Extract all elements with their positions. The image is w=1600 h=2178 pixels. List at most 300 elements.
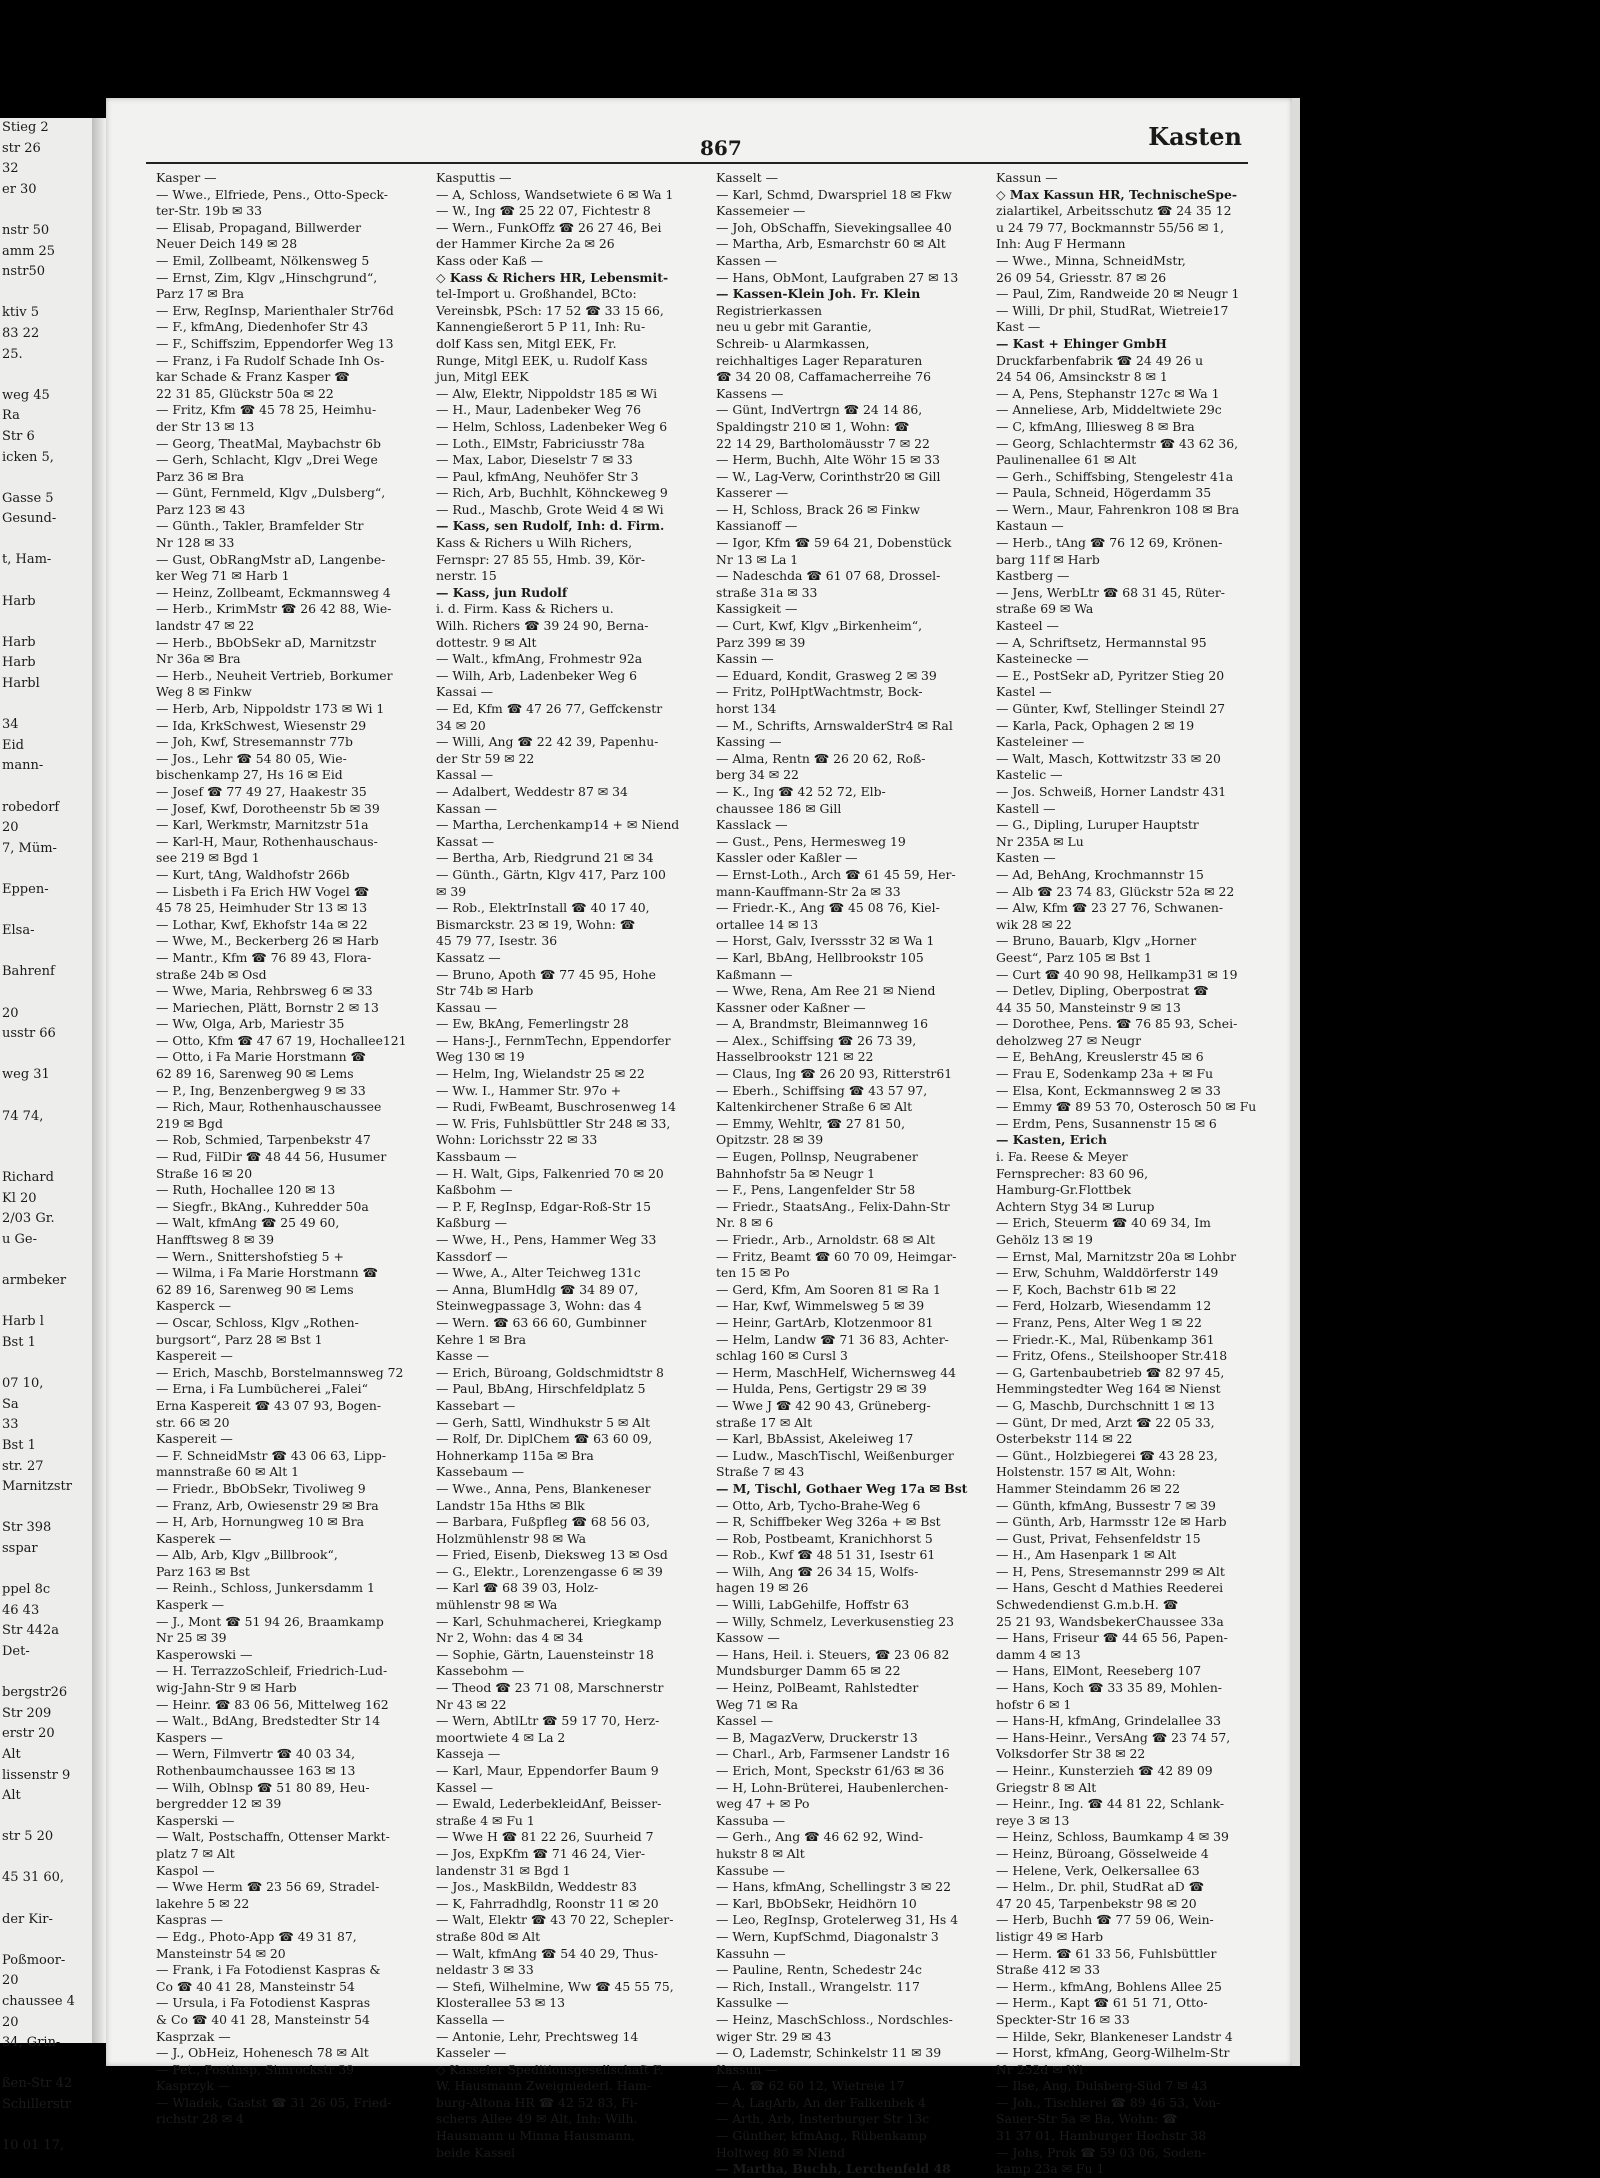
directory-entry: — Heinz, PolBeamt, Rahlstedter [716, 1680, 919, 1696]
directory-entry: Landstr 15a Hths ✉ Blk [436, 1497, 585, 1513]
directory-entry: — Ida, KrkSchwest, Wiesenstr 29 [156, 717, 367, 733]
left-page-line: 33 [2, 1417, 19, 1433]
directory-column-4 [996, 170, 1257, 2177]
surname-heading: Kassat — [436, 833, 495, 849]
directory-entry: — Hans-H, kfmAng, Grindelallee 33 [996, 1713, 1221, 1729]
directory-entry: landenstr 31 ✉ Bgd 1 [436, 1862, 571, 1878]
directory-entry: — C, kfmAng, Illiesweg 8 ✉ Bra [996, 418, 1195, 434]
surname-heading: Kassun — [716, 2061, 778, 2077]
left-page-line [0, 777, 92, 798]
directory-entry: hukstr 8 ✉ Alt [716, 1845, 805, 1861]
surname-heading: Kasper — [156, 170, 217, 185]
directory-entry: schers Allee 49 ✉ Alt, Inh: Wilh. [436, 2111, 638, 2127]
directory-entry: Schwedendienst G.m.b.H. ☎ [996, 1597, 1179, 1613]
directory-entry: — Karl, BbAng, Hellbrookstr 105 [716, 949, 924, 965]
directory-entry: — Ed, Kfm ☎ 47 26 77, Geffckenstr [436, 701, 663, 716]
directory-entry: 45 78 25, Heimhuder Str 13 ✉ 13 [156, 900, 368, 916]
surname-heading: Kasputtis — [436, 170, 512, 185]
directory-entry: — Karl, BbObSekr, Heidhörn 10 [716, 1895, 917, 1911]
directory-entry: — Franz, Arb, Owiesenstr 29 ✉ Bra [156, 1497, 379, 1513]
directory-entry: kamp 23a ✉ Fu 1 [996, 2161, 1105, 2177]
directory-entry: — G, Gartenbaubetrieb ☎ 82 97 45, [996, 1364, 1225, 1380]
directory-entry: — Lothar, Kwf, Ekhofstr 14a ✉ 22 [156, 916, 368, 932]
surname-heading: Kassella — [436, 2011, 505, 2027]
directory-entry: — Hans, Heil. i. Steuers, ☎ 23 06 82 [716, 1646, 950, 1662]
directory-entry: — Wwe J ☎ 42 90 43, Grüneberg- [716, 1397, 931, 1413]
directory-entry: straße 69 ✉ Wa [996, 601, 1094, 617]
directory-entry: — Siegfr., BkAng., Kuhredder 50a [156, 1198, 369, 1214]
directory-entry: — Helene, Verk, Oelkersallee 63 [996, 1862, 1200, 1878]
directory-entry: Mundsburger Damm 65 ✉ 22 [716, 1663, 901, 1679]
directory-entry: Parz 123 ✉ 43 [156, 501, 246, 517]
left-page-line: weg 31 [2, 1067, 50, 1083]
directory-entry: ☎ 34 20 08, Caffamacherreihe 76 [716, 369, 932, 385]
directory-entry: tel-Import u. Großhandel, BCto: [436, 286, 637, 302]
directory-entry: 219 ✉ Bgd [156, 1115, 223, 1131]
left-page-line: ppel 8c [2, 1582, 51, 1598]
directory-entry: der Str 59 ✉ 22 [436, 750, 535, 766]
directory-entry: reichhaltiges Lager Reparaturen [716, 352, 923, 368]
directory-entry: — Kurt, tAng, Waldhofstr 266b [156, 866, 350, 882]
left-page-line: lissenstr 9 [2, 1767, 71, 1783]
directory-entry: — B, MagazVerw, Druckerstr 13 [716, 1729, 918, 1745]
directory-entry: — Fritz, PolHptWachtmstr, Bock- [716, 684, 923, 700]
surname-heading: Kasprzyk — [156, 2078, 231, 2094]
surname-heading: Kassel — [436, 1779, 493, 1795]
directory-entry: — P., Ing, Benzenbergweg 9 ✉ 33 [156, 1082, 366, 1098]
directory-entry: — E, BehAng, Kreuslerstr 45 ✉ 6 [996, 1049, 1204, 1065]
left-page-line: Sa [2, 1396, 19, 1412]
directory-entry: — Otto, i Fa Marie Horstmann ☎ [156, 1049, 366, 1065]
directory-entry: — Wern. ☎ 63 66 60, Gumbinner [436, 1314, 647, 1330]
directory-entry: — Günth, kfmAng, Bussestr 7 ✉ 39 [996, 1497, 1216, 1513]
directory-entry: Bahnhofstr 5a ✉ Neugr 1 [716, 1165, 876, 1181]
directory-entry: — H, Pens, Stresemannstr 299 ✉ Alt [996, 1563, 1225, 1579]
directory-entry: Straße 7 ✉ 43 [716, 1464, 805, 1480]
directory-entry: — Karl ☎ 68 39 03, Holz- [436, 1580, 599, 1596]
surname-heading: Kassal — [436, 767, 494, 783]
left-page-line [0, 1930, 92, 1951]
directory-entry: — Wern, AbtlLtr ☎ 59 17 70, Herz- [436, 1713, 660, 1729]
page-header [106, 98, 1292, 168]
left-page-line: str. 27 [2, 1458, 44, 1474]
directory-entry: — Antonie, Lehr, Prechtsweg 14 [436, 2028, 639, 2044]
directory-entry: Nr 13 ✉ La 1 [716, 551, 799, 567]
directory-entry: — K., Ing ☎ 42 52 72, Elb- [716, 783, 886, 799]
left-page-line: Harb [2, 634, 36, 650]
directory-entry: — Wilma, i Fa Marie Horstmann ☎ [156, 1265, 378, 1281]
directory-entry: — Helm, Landw ☎ 71 36 83, Achter- [716, 1331, 949, 1347]
directory-entry: — Günter, Kwf, Stellinger Steindl 27 [996, 701, 1225, 716]
directory-entry: straße 31a ✉ 33 [716, 584, 818, 600]
left-page-line [0, 901, 92, 922]
directory-entry: — Günth, Arb, Harmsstr 12e ✉ Harb [996, 1514, 1227, 1530]
directory-entry: Achtern Styg 34 ✉ Lurup [996, 1198, 1155, 1214]
directory-entry: — Lisbeth i Fa Erich HW Vogel ☎ [156, 883, 370, 899]
surname-heading: Kastberg — [996, 568, 1070, 584]
directory-entry: — Herm, Buchh, Alte Wöhr 15 ✉ 33 [716, 452, 941, 468]
directory-entry: — Walt., kfmAng, Frohmestr 92a [436, 651, 643, 667]
surname-heading: Kasperk — [156, 1597, 225, 1613]
left-page-line [0, 983, 92, 1004]
directory-entry: — Wwe, Rena, Am Ree 21 ✉ Niend [716, 983, 936, 999]
directory-entry: — Gust, ObRangMstr aD, Langenbe- [156, 551, 386, 567]
directory-entry: — Jens, WerbLtr ☎ 68 31 45, Rüter- [996, 584, 1225, 600]
directory-entry: — J., ObHeiz, Hohenesch 78 ✉ Alt [156, 2045, 369, 2061]
left-page-line [0, 1292, 92, 1313]
directory-entry: — F., Pens, Langenfelder Str 58 [716, 1182, 916, 1198]
directory-entry: — Martha, Arb, Esmarchstr 60 ✉ Alt [716, 236, 946, 252]
directory-entry: — Reinh., Schloss, Junkersdamm 1 [156, 1580, 375, 1596]
directory-entry: — Hans, Friseur ☎ 44 65 56, Papen- [996, 1630, 1228, 1646]
directory-entry: Vereinsbk, PSch: 17 52 ☎ 33 15 66, [436, 302, 664, 318]
directory-entry: — Oscar, Schloss, Klgv „Rothen- [156, 1314, 359, 1330]
surname-heading: Kaspereit — [156, 1348, 233, 1364]
directory-entry: — Wern., FunkOffz ☎ 26 27 46, Bei [436, 219, 662, 235]
surname-heading: Kaspers — [156, 1729, 223, 1745]
directory-entry: u 24 79 77, Bockmannstr 55/56 ✉ 1, [996, 219, 1225, 235]
directory-entry: — Otto, Arb, Tycho-Brahe-Weg 6 [716, 1497, 921, 1513]
directory-entry: — Heinz, Zollbeamt, Eckmannsweg 4 [156, 584, 391, 600]
directory-entry: — Gerh., Schiffsbing, Stengelestr 41a [996, 468, 1234, 484]
directory-entry: lakehre 5 ✉ 22 [156, 1895, 250, 1911]
directory-entry: chaussee 186 ✉ Gill [716, 800, 842, 816]
directory-entry: — Friedr.-K., Mal, Rübenkamp 361 [996, 1331, 1215, 1347]
directory-entry: — Bertha, Arb, Riedgrund 21 ✉ 34 [436, 850, 654, 866]
directory-entry: Wilh. Richers ☎ 39 24 90, Berna- [436, 618, 649, 634]
left-page-line: Richard [2, 1170, 54, 1186]
surname-heading: Kassebart — [436, 1397, 516, 1413]
directory-entry: — Günt, IndVertrgn ☎ 24 14 86, [716, 402, 923, 418]
left-page-line: 07 10, [2, 1376, 44, 1392]
directory-entry: Parz 399 ✉ 39 [716, 634, 806, 650]
directory-entry: — Erich, Steuerm ☎ 40 69 34, Im [996, 1215, 1211, 1231]
directory-entry: Erna Kaspereit ☎ 43 07 93, Bogen- [156, 1397, 382, 1413]
left-page-line: erstr 20 [2, 1726, 55, 1742]
directory-entry: ter-Str. 19b ✉ 33 [156, 203, 263, 219]
directory-entry: Paulinenallee 61 ✉ Alt [996, 452, 1137, 468]
directory-entry: — Paul, BbAng, Hirschfeldplatz 5 [436, 1381, 646, 1397]
directory-entry: — Stefi, Wilhelmine, Ww ☎ 45 55 75, [436, 1978, 674, 1994]
directory-entry: — Fritz, Beamt ☎ 60 70 09, Heimgar- [716, 1248, 957, 1264]
directory-entry: — Herb., BbObSekr aD, Marnitzstr [156, 634, 376, 650]
left-page-line [0, 200, 92, 221]
directory-entry: neldastr 3 ✉ 33 [436, 1962, 534, 1978]
left-page-line [0, 1807, 92, 1828]
left-page-line [0, 1498, 92, 1519]
directory-entry: ◇ Kasseler Speditionsgesellschaft F. [436, 2061, 664, 2077]
directory-entry: Steinwegpassage 3, Wohn: das 4 [436, 1298, 642, 1314]
directory-entry: — O, Lademstr, Schinkelstr 11 ✉ 39 [716, 2045, 942, 2061]
directory-entry: — Karl, Schmd, Dwarspriel 18 ✉ Fkw [716, 186, 952, 202]
directory-entry: — Emmy ☎ 89 53 70, Osterosch 50 ✉ Fu [996, 1099, 1257, 1115]
directory-entry: — Hilde, Sekr, Blankeneser Landstr 4 [996, 2028, 1233, 2044]
surname-heading: Kasteleiner — [996, 734, 1085, 750]
left-page-line: 32 [2, 161, 19, 177]
directory-entry: barg 11f ✉ Harb [996, 551, 1100, 567]
directory-entry: — Karla, Pack, Ophagen 2 ✉ 19 [996, 717, 1195, 733]
directory-entry: — Ew, BkAng, Femerlingstr 28 [436, 1016, 629, 1032]
left-page-line [0, 612, 92, 633]
surname-heading: Kaspereit — [156, 1431, 233, 1447]
directory-entry: — Herm., kfmAng, Bohlens Allee 25 [996, 1978, 1222, 1994]
directory-entry: ten 15 ✉ Po [716, 1265, 790, 1281]
directory-entry: — Paul, Zim, Randweide 20 ✉ Neugr 1 [996, 286, 1240, 302]
directory-entry: — Wwe., Minna, SchneidMstr, [996, 252, 1186, 268]
left-page-line: mann- [2, 758, 44, 774]
directory-entry: — Heinz, Schloss, Baumkamp 4 ✉ 39 [996, 1829, 1229, 1845]
left-page-line: 7, Müm- [2, 840, 57, 856]
left-page-line: Poßmoor- [2, 1952, 66, 1968]
directory-entry: mannstraße 60 ✉ Alt 1 [156, 1464, 300, 1480]
surname-heading: Kastaun — [996, 518, 1064, 534]
surname-heading: Kassube — [716, 1862, 785, 1878]
directory-entry: 26 09 54, Griesstr. 87 ✉ 26 [996, 269, 1167, 285]
directory-entry: — Heinr, GartArb, Klotzenmoor 81 [716, 1314, 934, 1330]
directory-entry: Parz 163 ✉ Bst [156, 1563, 250, 1579]
directory-entry: — H., Am Hasenpark 1 ✉ Alt [996, 1547, 1177, 1563]
directory-entry: — Fried, Eisenb, Dieksweg 13 ✉ Osd [436, 1547, 668, 1563]
directory-entry: dolf Kass sen, Mitgl EEK, Fr. [436, 335, 617, 351]
left-page-line: sspar [2, 1540, 38, 1556]
directory-entry: — Rob., Kwf ☎ 48 51 31, Isestr 61 [716, 1547, 936, 1563]
left-page-line [0, 365, 92, 386]
left-page-line: Kl 20 [2, 1190, 37, 1206]
directory-entry: — Wwe, H., Pens, Hammer Weg 33 [436, 1232, 657, 1247]
directory-entry: — Josef, Kwf, Dorotheenstr 5b ✉ 39 [156, 800, 380, 816]
directory-entry: Rothenbaumchaussee 163 ✉ 13 [156, 1763, 356, 1778]
directory-entry: Hasselbrookstr 121 ✉ 22 [716, 1049, 874, 1065]
directory-entry: 44 35 50, Mansteinstr 9 ✉ 13 [996, 999, 1181, 1015]
left-page-line: Eppen- [2, 881, 49, 897]
directory-entry: — Willi, LabGehilfe, Hoffstr 63 [716, 1597, 910, 1613]
surname-heading: Kaßburg — [436, 1215, 508, 1231]
directory-entry: Wohn: Lorichsstr 22 ✉ 33 [436, 1132, 598, 1148]
directory-entry: — Frank, i Fa Fotodienst Kaspras & [156, 1962, 381, 1978]
directory-entry: Nr 25 ✉ 39 [156, 1630, 227, 1646]
surname-heading: Kaspol — [156, 1862, 215, 1878]
directory-entry: — G., Elektr., Lorenzengasse 6 ✉ 39 [436, 1563, 663, 1579]
directory-entry: — Karl, BbAssist, Akeleiweg 17 [716, 1431, 914, 1447]
directory-entry: ker Weg 71 ✉ Harb 1 [156, 568, 290, 584]
directory-entry: — Erich, Maschb, Borstelmannsweg 72 [156, 1364, 404, 1380]
directory-entry: — Leo, RegInsp, Grotelerweg 31, Hs 4 [716, 1912, 959, 1928]
left-page-line: Harbl [2, 676, 40, 692]
left-page-line: er 30 [2, 181, 37, 197]
directory-entry: — Hans-J., FernmTechn, Eppendorfer [436, 1032, 671, 1048]
directory-entry: 22 14 29, Bartholomäusstr 7 ✉ 22 [716, 435, 930, 451]
directory-entry: Gehölz 13 ✉ 19 [996, 1232, 1093, 1247]
book-gutter [92, 118, 106, 2043]
directory-entry: — W., Lag-Verw, Corinthstr20 ✉ Gill [716, 468, 941, 484]
directory-entry: — Wladek, Gastst ☎ 31 26 05, Fried- [156, 2094, 392, 2110]
left-page-line: ßen-Str 42 [2, 2076, 73, 2092]
left-page-line: amm 25 [2, 243, 56, 259]
directory-entry: — E., PostSekr aD, Pyritzer Stieg 20 [996, 667, 1225, 683]
directory-entry: schlag 160 ✉ Cursl 3 [716, 1348, 848, 1364]
left-page-line: 34 [2, 717, 19, 733]
surname-heading: Kaspras — [156, 1912, 223, 1928]
directory-entry: — Johs, Prok ☎ 59 03 06, Soden- [996, 2144, 1206, 2160]
directory-entry: — Gerh, Schlacht, Klgv „Drei Wege [156, 452, 378, 468]
directory-entry: Holtweg 80 ✉ Niend [716, 2144, 846, 2160]
directory-entry: Hemmingstedter Weg 164 ✉ Nienst [996, 1381, 1221, 1397]
directory-entry: Str 74b ✉ Harb [436, 983, 534, 999]
directory-entry: Spaldingstr 210 ✉ 1, Wohn: ☎ [716, 418, 910, 434]
left-page-line: chaussee 4 [2, 1994, 75, 2010]
directory-entry: Opitzstr. 28 ✉ 39 [716, 1132, 824, 1148]
directory-entry: — H. Walt, Gips, Falkenried 70 ✉ 20 [436, 1165, 664, 1181]
directory-entry: — Jos, ExpKfm ☎ 71 46 24, Vier- [436, 1845, 646, 1861]
left-page-line [0, 468, 92, 489]
directory-entry: — Gerh., Ang ☎ 46 62 92, Wind- [716, 1829, 924, 1845]
directory-entry: jun, Mitgl EEK [436, 369, 529, 385]
directory-entry: Klosterallee 53 ✉ 13 [436, 1995, 565, 2011]
directory-entry: — Günt., Holzbiegerei ☎ 43 28 23, [996, 1447, 1218, 1463]
directory-entry: — Erich, Büroang, Goldschmidtstr 8 [436, 1364, 664, 1380]
directory-entry: — Ww, Olga, Arb, Mariestr 35 [156, 1016, 345, 1032]
directory-entry: — Wwe., Elfriede, Pens., Otto-Speck- [156, 186, 388, 202]
left-page-line: Str 398 [2, 1520, 52, 1536]
surname-heading: Kast — [996, 319, 1041, 335]
directory-entry: — F, Koch, Bachstr 61b ✉ 22 [996, 1281, 1177, 1297]
directory-entry: 24 54 06, Amsinckstr 8 ✉ 1 [996, 369, 1168, 385]
directory-entry: & Co ☎ 40 41 28, Mansteinstr 54 [156, 2011, 370, 2027]
surname-heading: Kasseja — [436, 1746, 501, 1762]
left-page-line: Eid [2, 737, 24, 753]
directory-entry: — Rolf, Dr. DiplChem ☎ 63 60 09, [436, 1431, 653, 1447]
directory-entry: — Kast + Ehinger GmbH [996, 335, 1167, 351]
directory-entry: reye 3 ✉ 13 [996, 1812, 1070, 1828]
surname-heading: Kasseler — [436, 2045, 507, 2061]
left-page-line [0, 530, 92, 551]
surname-heading: Kasserer — [716, 485, 789, 501]
left-page-line: weg 45 [2, 387, 50, 403]
directory-entry: — H., Maur, Ladenbeker Weg 76 [436, 402, 641, 418]
directory-entry: ◇ Kass & Richers HR, Lebensmit- [436, 269, 669, 285]
directory-entry: der Hammer Kirche 2a ✉ 26 [436, 236, 615, 252]
directory-entry: — Wwe., Anna, Pens, Blankeneser [436, 1480, 651, 1496]
left-page-line [0, 1148, 92, 1169]
directory-entry: — Georg, Schlachtermstr ☎ 43 62 36, [996, 435, 1239, 451]
surname-heading: Kasselt — [716, 170, 778, 185]
directory-entry: — Ferd, Holzarb, Wiesendamm 12 [996, 1298, 1212, 1314]
left-page-line: Str 6 [2, 428, 35, 444]
left-page-line [0, 859, 92, 880]
directory-entry: Registrierkassen [716, 302, 822, 318]
directory-entry: — Jos. Schweiß, Horner Landstr 431 [996, 783, 1227, 799]
directory-entry: Hohnerkamp 115a ✉ Bra [436, 1447, 594, 1463]
left-page-line: 46 43 [2, 1602, 40, 1618]
directory-entry: richstr 28 ✉ 4 [156, 2111, 244, 2127]
directory-entry: — Fritz, Kfm ☎ 45 78 25, Heimhu- [156, 402, 377, 418]
left-page-line [0, 571, 92, 592]
directory-entry: — Herb, Buchh ☎ 77 59 06, Wein- [996, 1912, 1214, 1928]
left-page-line: Harb [2, 593, 36, 609]
surname-heading: Kaßmann — [716, 966, 793, 982]
directory-entry: — Anna, BlumHdlg ☎ 34 89 07, [436, 1281, 639, 1297]
directory-entry: Nr 43 ✉ 22 [436, 1696, 507, 1712]
directory-entry: — Barbara, Fußpfleg ☎ 68 56 03, [436, 1514, 650, 1530]
directory-entry: — Ursula, i Fa Fotodienst Kaspras [156, 1995, 371, 2011]
directory-entry: landstr 47 ✉ 22 [156, 618, 255, 634]
surname-heading: Kassuba — [716, 1812, 785, 1828]
directory-entry: — A, Schriftsetz, Hermannstal 95 [996, 634, 1207, 650]
surname-heading: Kassau — [436, 999, 498, 1015]
left-page-line [0, 1045, 92, 1066]
directory-entry: — Pauline, Rentn, Schedestr 24c [716, 1962, 922, 1978]
directory-entry: — Jos., Lehr ☎ 54 80 05, Wie- [156, 750, 347, 766]
surname-heading: Kasprzak — [156, 2028, 231, 2044]
left-page-line [0, 1127, 92, 1148]
directory-entry: Nr 2, Wohn: das 4 ✉ 34 [436, 1630, 584, 1646]
directory-entry: Schreib- u Alarmkassen, [716, 335, 870, 351]
directory-entry: — Wwe, Maria, Rehbrsweg 6 ✉ 33 [156, 983, 373, 999]
left-page-line [0, 1251, 92, 1272]
directory-entry: — Hulda, Pens, Gertigstr 29 ✉ 39 [716, 1381, 927, 1397]
left-page-line: armbeker [2, 1273, 67, 1289]
directory-entry: — Günt, Dr med, Arzt ☎ 22 05 33, [996, 1414, 1215, 1430]
directory-entry: — Heinr., Kunsterzieh ☎ 42 89 09 [996, 1763, 1213, 1778]
directory-entry: Kannengießerort 5 P 11, Inh: Ru- [436, 319, 646, 335]
directory-entry: — Walt, kfmAng ☎ 54 40 29, Thus- [436, 1945, 659, 1961]
directory-entry: — Gust, Privat, Fehsenfeldstr 15 [996, 1530, 1201, 1546]
directory-entry: — Arth, Arb, Insterburger Str 13c [716, 2111, 930, 2127]
left-page-line [0, 1663, 92, 1684]
surname-heading: Kassner oder Kaßner — [716, 999, 866, 1015]
directory-entry: — Ludw., MaschTischl, Weißenburger [716, 1447, 954, 1463]
directory-entry: — Horst, kfmAng, Georg-Wilhelm-Str [996, 2045, 1230, 2061]
directory-entry: — Paula, Schneid, Högerdamm 35 [996, 485, 1212, 501]
directory-entry: Weg 8 ✉ Finkw [156, 684, 252, 700]
directory-entry: Weg 71 ✉ Ra [716, 1696, 798, 1712]
directory-entry: — Heinr., Ing. ☎ 44 81 22, Schlank- [996, 1796, 1225, 1812]
directory-entry: moortwiete 4 ✉ La 2 [436, 1729, 566, 1745]
directory-entry: — A, Pens, Stephanstr 127c ✉ Wa 1 [996, 385, 1220, 401]
directory-entry: — Wilh, Oblnsp ☎ 51 80 89, Heu- [156, 1779, 370, 1795]
left-page-line [0, 1354, 92, 1375]
left-page-line [0, 942, 92, 963]
surname-heading: Kasteinecke — [996, 651, 1089, 667]
left-page-line: 2/03 Gr. [2, 1211, 55, 1227]
directory-entry: zialartikel, Arbeitsschutz ☎ 24 35 12 [996, 203, 1232, 219]
directory-entry: — Alw, Kfm ☎ 23 27 76, Schwanen- [996, 900, 1224, 916]
directory-entry: — Willi, Ang ☎ 22 42 39, Papenhu- [436, 734, 659, 750]
directory-entry: str. 66 ✉ 20 [156, 1414, 230, 1430]
left-page-line: 34, Grin- [2, 2035, 61, 2051]
directory-entry: — F., Schiffszim, Eppendorfer Weg 13 [156, 335, 394, 351]
directory-entry: — Fritz, Ofens., Steilshooper Str.418 [996, 1348, 1228, 1364]
directory-entry: platz 7 ✉ Alt [156, 1845, 235, 1861]
directory-entry: — Gust., Pens, Hermesweg 19 [716, 833, 906, 849]
directory-entry: — Kasten, Erich [996, 1132, 1107, 1148]
directory-entry: — Herm., Kapt ☎ 61 51 71, Otto- [996, 1995, 1208, 2011]
surname-heading: Kassow — [716, 1630, 780, 1646]
directory-entry: — Kassen-Klein Joh. Fr. Klein [716, 286, 921, 302]
left-page-line: u Ge- [2, 1232, 37, 1248]
directory-entry: nerstr. 15 [436, 568, 497, 584]
directory-entry: — Alw, Elektr, Nippoldstr 185 ✉ Wi [436, 385, 658, 401]
directory-entry: — Hans, ElMont, Reeseberg 107 [996, 1663, 1202, 1679]
directory-entry: — Herm, MaschHelf, Wichernsweg 44 [716, 1364, 957, 1380]
directory-entry: — Karl, Schuhmacherei, Kriegkamp [436, 1613, 662, 1629]
directory-entry: — H, Schloss, Brack 26 ✉ Finkw [716, 501, 920, 517]
left-page-line: nstr50 [2, 264, 46, 280]
directory-entry: — Paul, kfmAng, Neuhöfer Str 3 [436, 468, 639, 484]
directory-entry: straße 4 ✉ Fu 1 [436, 1812, 535, 1828]
directory-entry: — Nadeschda ☎ 61 07 68, Drossel- [716, 568, 941, 584]
directory-entry: Nr 128 ✉ 33 [156, 535, 235, 551]
